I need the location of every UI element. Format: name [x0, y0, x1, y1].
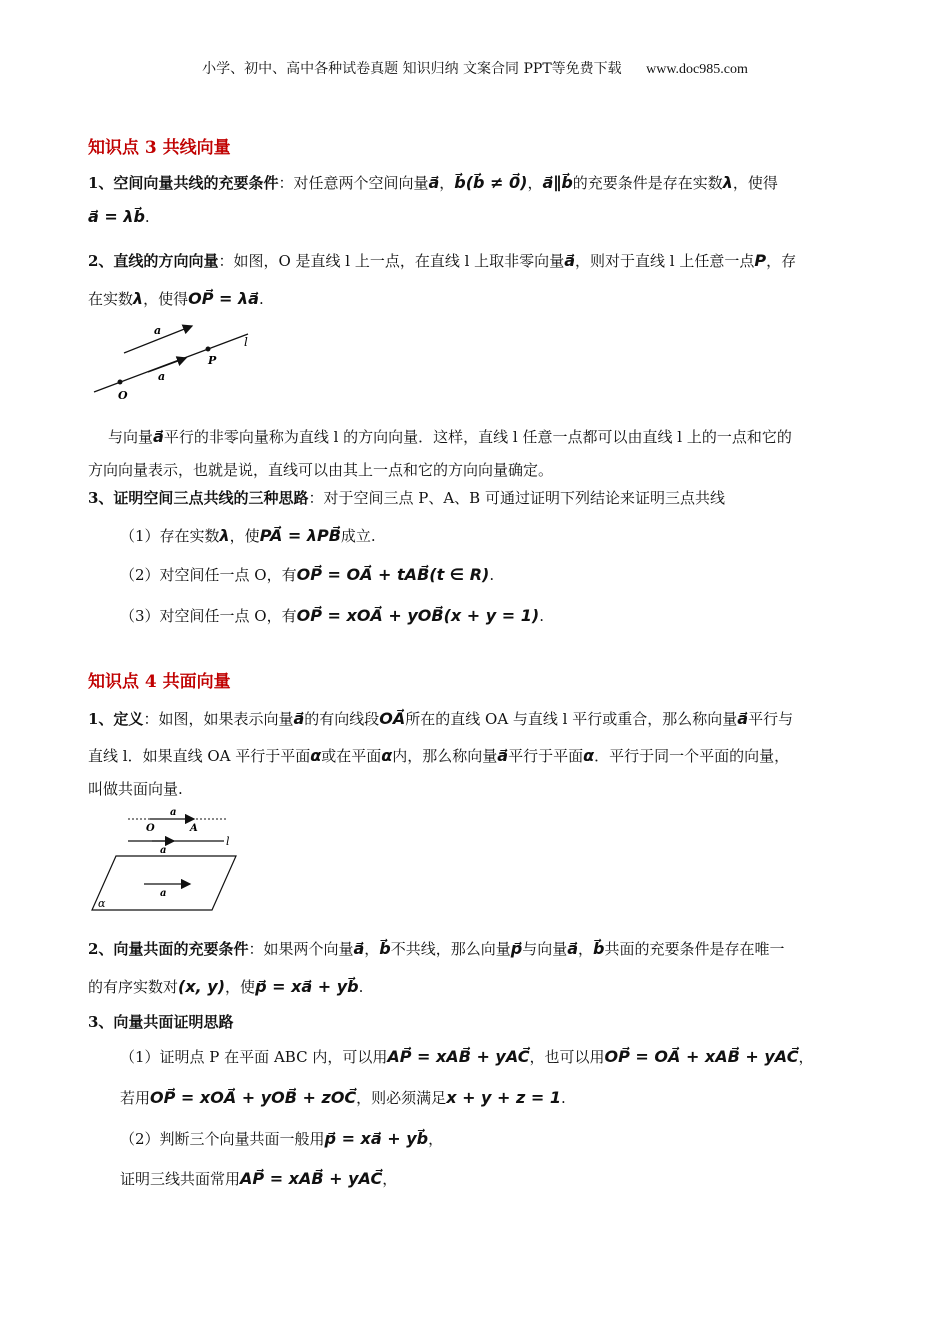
formula: α [381, 746, 393, 765]
s3-para3-line2: 方向向量表示，也就是说，直线可以由其上一点和它的方向向量确定。 [88, 461, 554, 479]
formula: OP⃗ = OA⃗ + xAB⃗ + yAC⃗ [604, 1047, 799, 1066]
text: 的有序实数对 [88, 978, 179, 996]
text: ：如果两个向量 [248, 940, 354, 958]
s3-item1 [120, 525, 376, 546]
section-3-title: 知识点 3 共线向量 [88, 138, 231, 158]
formula: λ [133, 289, 144, 308]
formula: OP⃗ = xOA⃗ + yOB⃗(x + y = 1) [296, 606, 540, 625]
formula: b⃗ [379, 939, 391, 958]
formula: a⃗ [497, 746, 509, 765]
text: 平行的非零向量称为直线 l 的方向向量．这样，直线 l 任意一点都可以由直线 l 上的一点和它的 [163, 428, 792, 446]
page-header [0, 58, 950, 78]
s4-item2-line1 [120, 1128, 443, 1149]
text: 平行与 [748, 710, 794, 728]
text: 的有向线段 [304, 710, 380, 728]
s3-item3 [120, 605, 544, 626]
formula: b⃗ [593, 939, 605, 958]
s4-item2-line2 [120, 1168, 397, 1189]
fig1-label-p: P [208, 354, 217, 367]
text: ，则必须满足 [356, 1089, 447, 1107]
text: （1）存在实数 [120, 527, 220, 545]
s3-para4 [88, 487, 725, 508]
formula: α [583, 746, 595, 765]
formula: b⃗(b⃗ ≠ 0⃗) [454, 173, 528, 192]
s3-p4-label: 3、证明空间三点共线的三种思路 [88, 489, 309, 507]
formula: (x, y) [178, 977, 226, 996]
coplanar-vector-figure [88, 804, 248, 916]
s4-para1-line1 [88, 708, 793, 729]
formula: P [754, 251, 767, 270]
formula: a⃗ [737, 709, 749, 728]
point-o [118, 380, 123, 385]
text: ．平行于同一个平面的向量， [594, 747, 790, 765]
formula: OP⃗ = λa⃗ [188, 289, 259, 308]
text: . [358, 978, 364, 996]
text: . [561, 1089, 566, 1107]
s4-item1-line1 [120, 1046, 813, 1067]
fig2-label-a-plane: a [160, 888, 167, 899]
text: 在实数 [88, 290, 134, 308]
text: ，也可以用 [529, 1048, 605, 1066]
fig1-label-o: O [118, 389, 128, 402]
text: ， [439, 174, 455, 192]
s3-para3-line1 [108, 426, 792, 447]
point-p [206, 347, 211, 352]
formula: p⃗ = xa⃗ + yb⃗ [324, 1129, 429, 1148]
text: ， [527, 174, 543, 192]
text: 若用 [120, 1089, 151, 1107]
text: （3）对空间任一点 O，有 [120, 607, 297, 625]
s4-item1-line2 [120, 1087, 566, 1108]
section-4-title: 知识点 4 共面向量 [88, 672, 231, 692]
s4-p2-label: 2、向量共面的充要条件 [88, 940, 249, 958]
fig2-label-a-top: a [170, 807, 177, 818]
formula: OA⃗ [379, 709, 406, 728]
formula: λ [219, 526, 230, 545]
fig1-label-a: a [154, 324, 162, 337]
fig1-label-a2: a [158, 370, 166, 383]
text: ：如图，如果表示向量 [143, 710, 294, 728]
s3-p2-label: 2、直线的方向向量 [88, 252, 219, 270]
s4-p1-label: 1、定义 [88, 710, 144, 728]
formula: a⃗ [293, 709, 305, 728]
text: （1）证明点 P 在平面 ABC 内，可以用 [120, 1048, 388, 1066]
formula: p⃗ = xa⃗ + yb⃗ [255, 977, 359, 996]
text: ，存 [766, 252, 797, 270]
text: ，则对于直线 l 上任意一点 [575, 252, 755, 270]
text: . [539, 607, 544, 625]
text: ，使得 [143, 290, 189, 308]
text: ，使 [225, 978, 256, 996]
text: 内，那么称向量 [392, 747, 498, 765]
text: ， [798, 1048, 814, 1066]
formula: a⃗ = λb⃗ [88, 207, 145, 226]
vector-on-line-arrow [148, 358, 186, 372]
formula: a⃗ [353, 939, 365, 958]
text: 与向量 [522, 940, 568, 958]
text: . [144, 208, 150, 226]
text: . [258, 290, 264, 308]
formula: p⃗ [510, 939, 523, 958]
s4-p3-label: 3、向量共面证明思路 [88, 1013, 234, 1031]
formula: AP⃗ = xAB⃗ + yAC⃗ [387, 1047, 530, 1066]
text: （2）对空间任一点 O，有 [120, 566, 297, 584]
fig1-label-l: l [244, 335, 248, 349]
s3-para1-line2 [88, 207, 150, 226]
text: 所在的直线 OA 与直线 l 平行或重合，那么称向量 [405, 710, 738, 728]
text: 共面的充要条件是存在唯一 [604, 940, 785, 958]
formula: a⃗ [153, 427, 164, 446]
text: 成立. [340, 527, 376, 545]
text: 证明三线共面常用 [120, 1170, 241, 1188]
text: ：如图，O 是直线 l 上一点，在直线 l 上取非零向量 [218, 252, 565, 270]
s3-item2 [120, 564, 494, 585]
formula: x + y + z = 1 [446, 1088, 562, 1107]
text: 不共线，那么向量 [390, 940, 511, 958]
text: ， [364, 940, 380, 958]
fig2-label-alpha: α [98, 897, 106, 910]
formula: λ [722, 173, 733, 192]
s4-para1-line3: 叫做共面向量. [88, 780, 183, 798]
text: 或在平面 [321, 747, 382, 765]
text: ：对于空间三点 P、A、B 可通过证明下列结论来证明三点共线 [308, 489, 725, 507]
s4-para3 [88, 1011, 233, 1032]
formula: a⃗ [564, 251, 575, 270]
text: ，使得 [732, 174, 778, 192]
header-site[interactable]: www.doc985.com [646, 62, 748, 77]
s3-p1-label: 1、空间向量共线的充要条件 [88, 174, 279, 192]
text: 的充要条件是存在实数 [572, 174, 723, 192]
fig2-label-a-mid: a [160, 845, 167, 856]
formula: a⃗ [567, 939, 579, 958]
formula: a⃗∥b⃗ [542, 173, 573, 192]
direction-vector-figure [88, 320, 268, 406]
formula: a⃗ [428, 173, 440, 192]
text: ， [382, 1170, 398, 1188]
formula: α [310, 746, 322, 765]
text: 直线 l．如果直线 OA 平行于平面 [88, 747, 311, 765]
text: 与向量 [108, 428, 154, 446]
s3-para2-line2 [88, 288, 264, 309]
s4-para2-line1 [88, 938, 785, 959]
s4-para2-line2 [88, 976, 363, 997]
fig2-label-a-point: A [190, 823, 198, 834]
formula: AP⃗ = xAB⃗ + yAC⃗ [240, 1169, 383, 1188]
s4-para1-line2 [88, 745, 789, 766]
text: （2）判断三个向量共面一般用 [120, 1130, 325, 1148]
formula: OP⃗ = xOA⃗ + yOB⃗ + zOC⃗ [150, 1088, 357, 1107]
header-text: 小学、初中、高中各种试卷真题 知识归纳 文案合同 PPT等免费下载 [202, 61, 622, 77]
text: ：对任意两个空间向量 [278, 174, 429, 192]
text: . [489, 566, 495, 584]
formula: OP⃗ = OA⃗ + tAB⃗(t ∈ R) [296, 565, 490, 584]
plane-alpha [92, 856, 236, 910]
text: ， [428, 1130, 444, 1148]
s3-para1-line1 [88, 172, 778, 193]
s3-para2-line1 [88, 250, 796, 271]
text: 平行于平面 [508, 747, 584, 765]
text: ， [578, 940, 594, 958]
fig2-label-o: O [146, 823, 155, 834]
formula: PA⃗ = λPB⃗ [259, 526, 341, 545]
text: ，使 [229, 527, 260, 545]
fig2-label-l: l [226, 835, 230, 848]
